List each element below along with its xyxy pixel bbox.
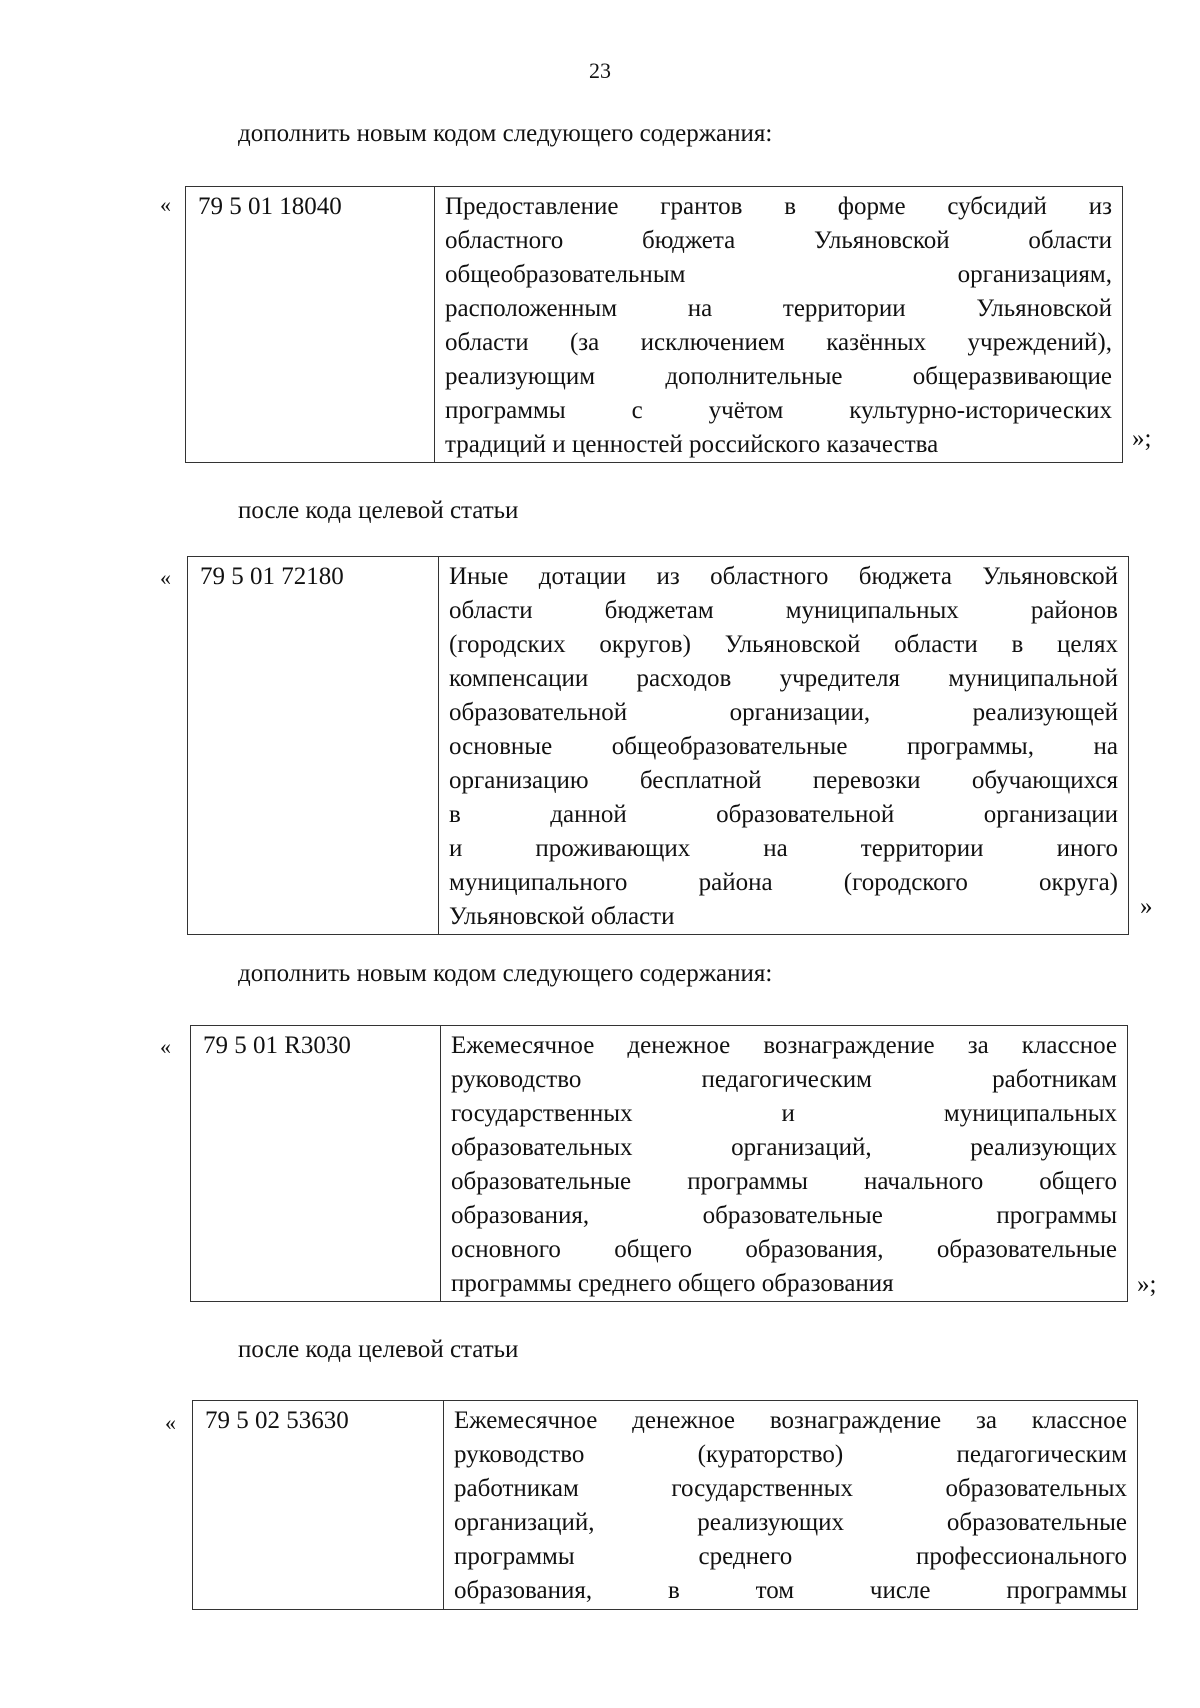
open-quote: « xyxy=(160,1034,171,1059)
intro-text: дополнить новым кодом следующего содержания: xyxy=(238,120,773,147)
close-quote: » xyxy=(1140,893,1153,920)
description-line: в данной образовательной организации xyxy=(449,801,1118,828)
page-number: 23 xyxy=(589,58,611,83)
description-line: расположенным на территории Ульяновской xyxy=(445,295,1112,322)
code-table xyxy=(192,1400,1138,1610)
code-cell: 79 5 01 R3030 xyxy=(191,1026,441,1302)
description-line: традиций и ценностей российского казачества xyxy=(445,431,939,458)
description-cell xyxy=(441,1026,1128,1302)
description-line: основные общеобразовательные программы, на xyxy=(449,733,1118,760)
description-line: образовательной организации, реализующей xyxy=(449,699,1118,726)
intro-text: дополнить новым кодом следующего содержания: xyxy=(238,960,773,987)
open-quote: « xyxy=(160,565,171,590)
open-quote: « xyxy=(160,192,171,217)
intro-text: после кода целевой статьи xyxy=(238,1336,519,1363)
description-line: общеобразовательным организациям, xyxy=(445,261,1112,288)
description-line: реализующим дополнительные общеразвивающие xyxy=(445,363,1112,390)
description-cell xyxy=(439,557,1129,935)
code-table xyxy=(185,186,1123,463)
description-line: программы среднего профессионального xyxy=(454,1543,1127,1570)
description-line: образовательные программы начального общего xyxy=(451,1168,1117,1195)
description-line: (городских округов) Ульяновской области в целях xyxy=(449,631,1118,658)
code-table xyxy=(187,556,1129,935)
close-quote: »; xyxy=(1137,1271,1157,1298)
description-line: области (за исключением казённых учреждений), xyxy=(445,329,1112,356)
description-line: программы среднего общего образования xyxy=(451,1270,894,1297)
description-line: компенсации расходов учредителя муниципальной xyxy=(449,665,1118,692)
description-line: и проживающих на территории иного xyxy=(449,835,1118,862)
description-line: области бюджетам муниципальных районов xyxy=(449,597,1118,624)
description-line: основного общего образования, образовательные xyxy=(451,1236,1117,1263)
close-quote: »; xyxy=(1132,425,1152,452)
description-line: муниципального района (городского округа) xyxy=(449,869,1118,896)
description-cell xyxy=(444,1401,1138,1610)
code-table xyxy=(190,1025,1128,1302)
description-line: областного бюджета Ульяновской области xyxy=(445,227,1112,254)
open-quote: « xyxy=(165,1410,176,1435)
description-line: Ежемесячное денежное вознаграждение за классное xyxy=(451,1032,1117,1059)
code-cell: 79 5 01 18040 xyxy=(186,187,435,463)
description-line: программы с учётом культурно-исторических xyxy=(445,397,1112,424)
description-line: Иные дотации из областного бюджета Ульяновской xyxy=(449,563,1118,590)
description-cell xyxy=(435,187,1123,463)
description-line: организаций, реализующих образовательные xyxy=(454,1509,1127,1536)
code-cell: 79 5 01 72180 xyxy=(188,557,439,935)
description-line: Предоставление грантов в форме субсидий из xyxy=(445,193,1112,220)
code-cell: 79 5 02 53630 xyxy=(193,1401,444,1610)
description-line: работникам государственных образовательных xyxy=(454,1475,1127,1502)
description-line: руководство педагогическим работникам xyxy=(451,1066,1117,1093)
description-line: Ульяновской области xyxy=(449,903,675,930)
description-line: организацию бесплатной перевозки обучающихся xyxy=(449,767,1118,794)
description-line: государственных и муниципальных xyxy=(451,1100,1117,1127)
description-line: образования, образовательные программы xyxy=(451,1202,1117,1229)
description-line: Ежемесячное денежное вознаграждение за классное xyxy=(454,1407,1127,1434)
intro-text: после кода целевой статьи xyxy=(238,497,519,524)
description-line: образования, в том числе программы xyxy=(454,1577,1127,1604)
description-line: образовательных организаций, реализующих xyxy=(451,1134,1117,1161)
description-line: руководство (кураторство) педагогическим xyxy=(454,1441,1127,1468)
